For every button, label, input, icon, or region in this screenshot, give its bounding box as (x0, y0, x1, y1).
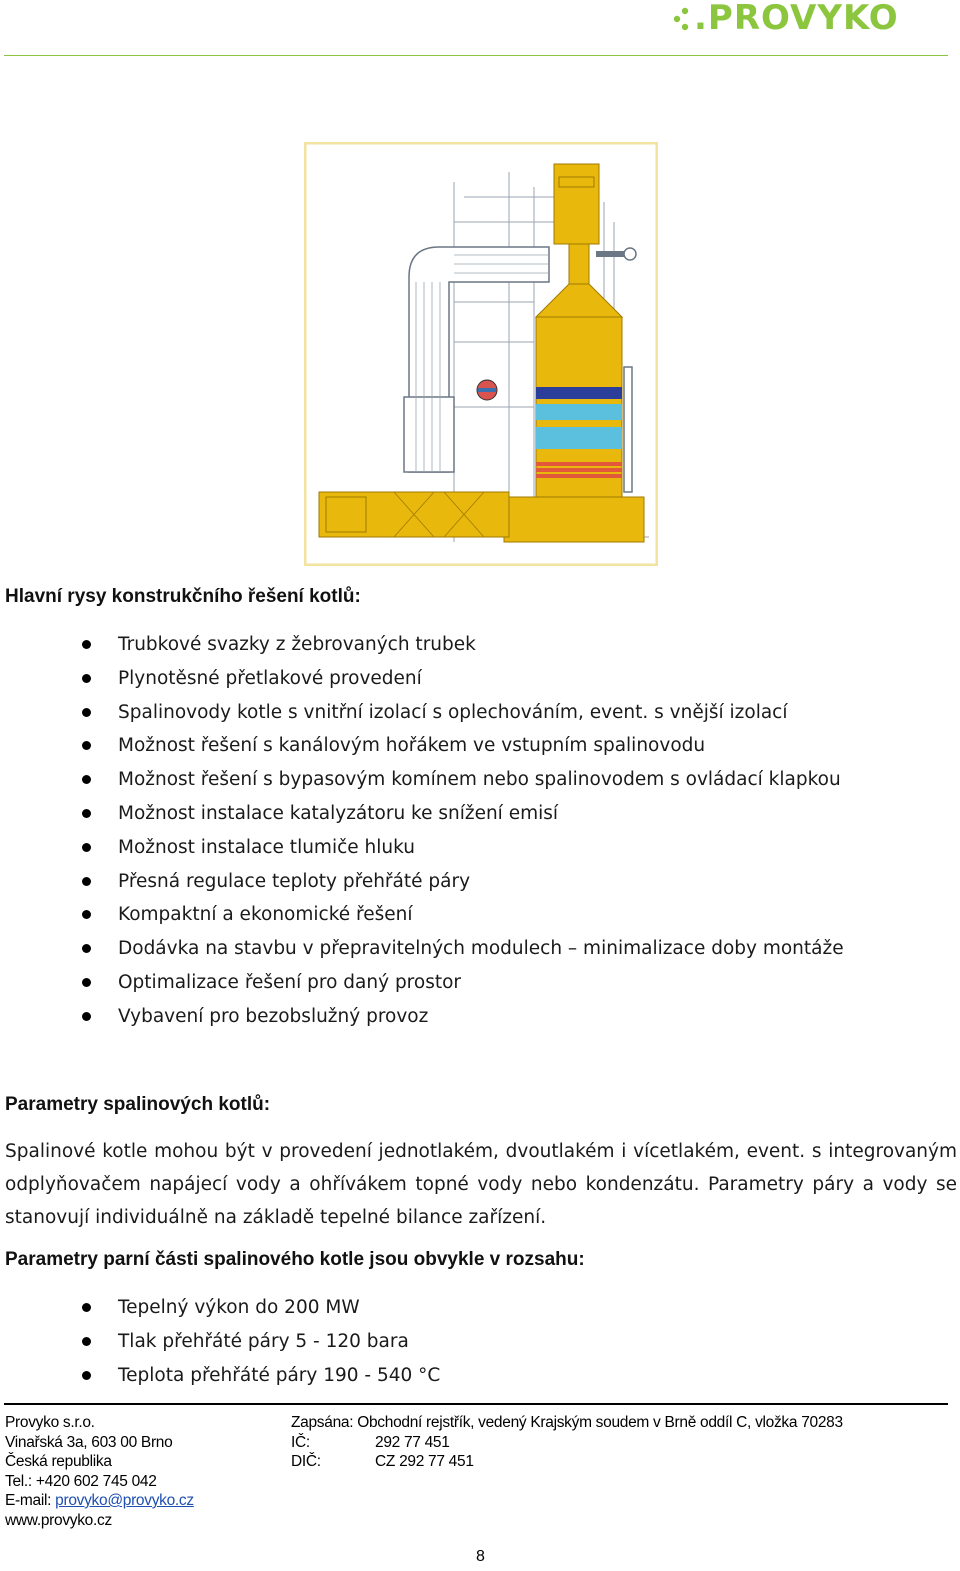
bullet-icon (82, 944, 91, 953)
list-item: Spalinovody kotle s vnitřní izolací s oplechováním, event. s vnější izolací (0, 701, 844, 735)
boiler-drawing-image (304, 142, 658, 566)
list-item: Vybavení pro bezobslužný provoz (0, 1005, 844, 1039)
logo-text: .PROVYKO (694, 0, 899, 38)
bullet-icon (82, 741, 91, 750)
section-title-main-features: Hlavní rysy konstrukčního řešení kotlů: (5, 586, 361, 607)
section-title-parameters: Parametry spalinových kotlů: (5, 1094, 271, 1115)
list-item: Přesná regulace teploty přehřáté páry (0, 870, 844, 904)
list-item: Možnost instalace katalyzátoru ke snížení emisí (0, 802, 844, 836)
list-item: Možnost řešení s kanálovým hořákem ve vstupním spalinovodu (0, 734, 844, 768)
footer-phone: Tel.: +420 602 745 042 (5, 1472, 157, 1490)
company-logo (672, 0, 944, 38)
email-link[interactable]: provyko@provyko.cz (55, 1492, 194, 1509)
bullet-icon (82, 877, 91, 886)
list-item: Kompaktní a ekonomické řešení (0, 903, 844, 937)
section-title-steam-parameters: Parametry parní části spalinového kotle jsou obvykle v rozsahu: (5, 1249, 585, 1270)
bullet-icon (82, 843, 91, 852)
footer-address: Vinařská 3a, 603 00 Brno (5, 1433, 173, 1451)
logo-dots-icon (672, 6, 694, 32)
list-item: Tlak přehřáté páry 5 - 120 bara (0, 1330, 440, 1364)
bullet-icon (82, 978, 91, 987)
bullet-icon (82, 1371, 91, 1380)
registry-text: Zapsána: Obchodní rejstřík, vedený Krajským soudem v Brně oddíl C, vložka 70283 (291, 1414, 843, 1431)
list-item: Možnost instalace tlumiče hluku (0, 836, 844, 870)
ic-line: IČ: 292 77 451 (291, 1433, 450, 1451)
footer-rule (4, 1403, 948, 1405)
list-item: Dodávka na stavbu v přepravitelných modulech – minimalizace doby montáže (0, 937, 844, 971)
footer-contact (5, 1413, 194, 1530)
list-item: Trubkové svazky z žebrovaných trubek (0, 633, 844, 667)
bullet-icon (82, 708, 91, 717)
steam-parameters-list (0, 1296, 440, 1397)
bullet-icon (82, 674, 91, 683)
list-item: Možnost řešení s bypasovým komínem nebo spalinovodem s ovládací klapkou (0, 768, 844, 802)
bullet-icon (82, 1012, 91, 1021)
list-item: Teplota přehřáté páry 190 - 540 °C (0, 1364, 440, 1398)
bullet-icon (82, 1337, 91, 1346)
bullet-icon (82, 1303, 91, 1312)
parameters-paragraph: Spalinové kotle mohou být v provedení jednotlakém, dvoutlakém i vícetlakém, event. s integrovaným odplyňovačem napájecí vody a ohřívákem topné vody nebo kondenzátu. Parametry páry a vody se stanovují individuálně na základě tepelné bilance zařízení. (5, 1141, 957, 1228)
list-item: Tepelný výkon do 200 MW (0, 1296, 440, 1330)
main-features-list (0, 633, 844, 1039)
bullet-icon (82, 809, 91, 818)
bullet-icon (82, 910, 91, 919)
footer-web: www.provyko.cz (5, 1511, 112, 1529)
header-rule (4, 55, 948, 56)
footer-email-line: E-mail: provyko@provyko.cz (5, 1492, 194, 1509)
list-item: Plynotěsné přetlakové provedení (0, 667, 844, 701)
bullet-icon (82, 640, 91, 649)
list-item: Optimalizace řešení pro daný prostor (0, 971, 844, 1005)
bullet-icon (82, 775, 91, 784)
page-number: 8 (476, 1548, 485, 1565)
footer-registry (291, 1413, 843, 1472)
footer-company: Provyko s.r.o. (5, 1414, 95, 1431)
dic-line: DIČ: CZ 292 77 451 (291, 1453, 474, 1470)
footer-country: Česká republika (5, 1453, 112, 1470)
